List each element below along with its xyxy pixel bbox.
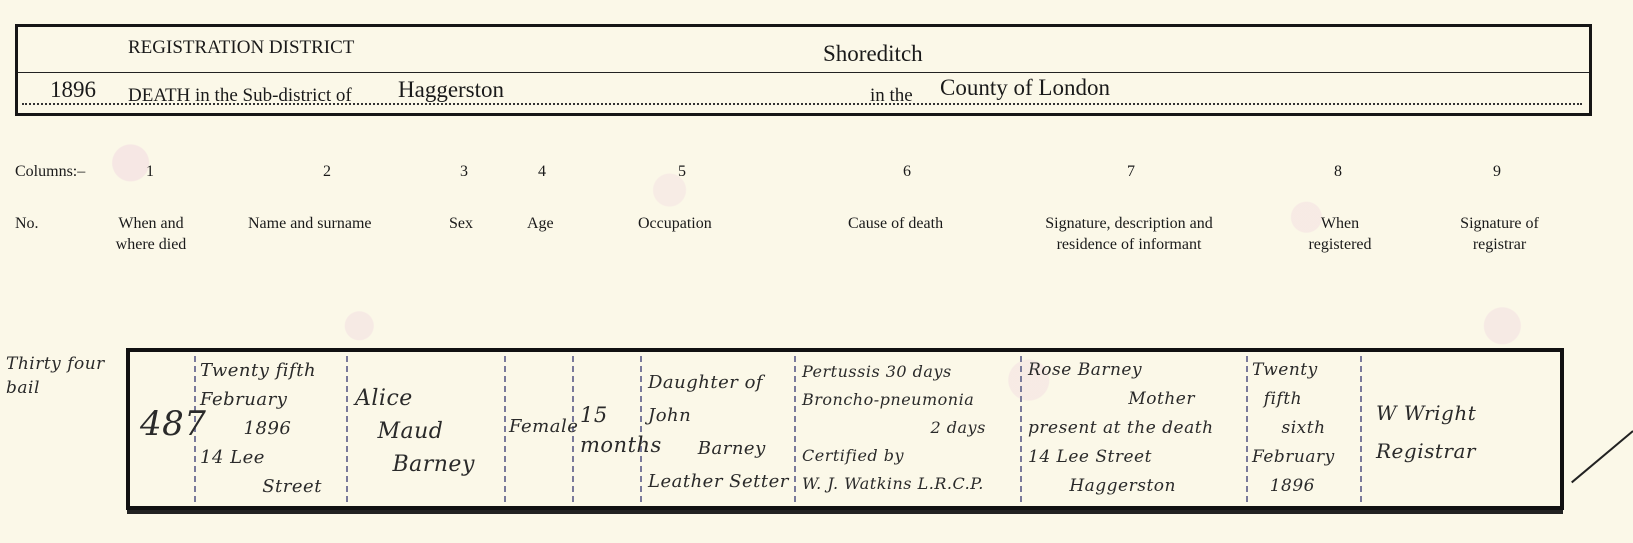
column-number-3: 3 bbox=[460, 163, 468, 180]
entry-occupation: Daughter of John Barney Leather Setter bbox=[648, 372, 789, 492]
registration-district-value: Shoreditch bbox=[823, 41, 923, 66]
column-divider bbox=[1360, 356, 1362, 502]
columns-label: Columns:– bbox=[15, 163, 86, 180]
column-heading-registrar: Signature of registrar bbox=[1460, 215, 1539, 253]
entry-name: Alice Maud Barney bbox=[355, 386, 475, 477]
entry-registrar: W Wright Registrar bbox=[1376, 401, 1477, 463]
column-heading-cause: Cause of death bbox=[848, 215, 944, 232]
header-divider bbox=[18, 72, 1589, 73]
column-divider bbox=[346, 356, 348, 502]
column-divider bbox=[504, 356, 506, 502]
entry-row bbox=[126, 348, 1564, 510]
column-heading-name: Name and surname bbox=[248, 215, 372, 232]
column-heading-informant: Signature, description and residence of informant bbox=[1045, 215, 1213, 253]
column-heading-sex: Sex bbox=[449, 215, 473, 232]
column-number-9: 9 bbox=[1493, 163, 1501, 180]
entry-number: 487 bbox=[140, 404, 207, 444]
entry-age: 15 months bbox=[580, 403, 662, 457]
entry-sex: Female bbox=[509, 416, 579, 437]
margin-note: Thirty four bail bbox=[6, 354, 105, 398]
column-divider bbox=[1246, 356, 1248, 502]
entry-cause: Pertussis 30 days Broncho-pneumonia 2 days Certified by W. J. Watkins L.R.C.P. bbox=[802, 362, 986, 493]
column-number-2: 2 bbox=[323, 163, 331, 180]
column-divider bbox=[794, 356, 796, 502]
subdistrict-value: Haggerston bbox=[398, 77, 505, 102]
entry-when-where: Twenty fifth February 1896 14 Lee Street bbox=[200, 360, 322, 497]
column-heading-no: No. bbox=[15, 215, 39, 232]
column-number-7: 7 bbox=[1127, 163, 1135, 180]
column-number-1: 1 bbox=[146, 163, 154, 180]
registration-district-label: REGISTRATION DISTRICT bbox=[128, 37, 355, 58]
column-number-8: 8 bbox=[1334, 163, 1342, 180]
column-heading-registered: When registered bbox=[1308, 215, 1372, 253]
column-heading-occupation: Occupation bbox=[638, 215, 712, 232]
entry-informant: Rose Barney Mother present at the death 14 Lee Street Haggerston bbox=[1028, 360, 1214, 496]
subdistrict-label: DEATH in the Sub-district of bbox=[128, 85, 352, 106]
column-number-4: 4 bbox=[538, 163, 546, 180]
year: 1896 bbox=[50, 77, 96, 102]
column-heading-when-where: When and where died bbox=[115, 215, 187, 253]
column-divider bbox=[1020, 356, 1022, 502]
column-heading-age: Age bbox=[527, 215, 554, 232]
county-value: County of London bbox=[940, 75, 1110, 100]
entry-registered: Twenty fifth sixth February 1896 bbox=[1252, 360, 1335, 496]
column-number-6: 6 bbox=[903, 163, 911, 180]
header-box bbox=[15, 24, 1592, 116]
in-the-label: in the bbox=[870, 85, 913, 106]
column-number-5: 5 bbox=[678, 163, 686, 180]
